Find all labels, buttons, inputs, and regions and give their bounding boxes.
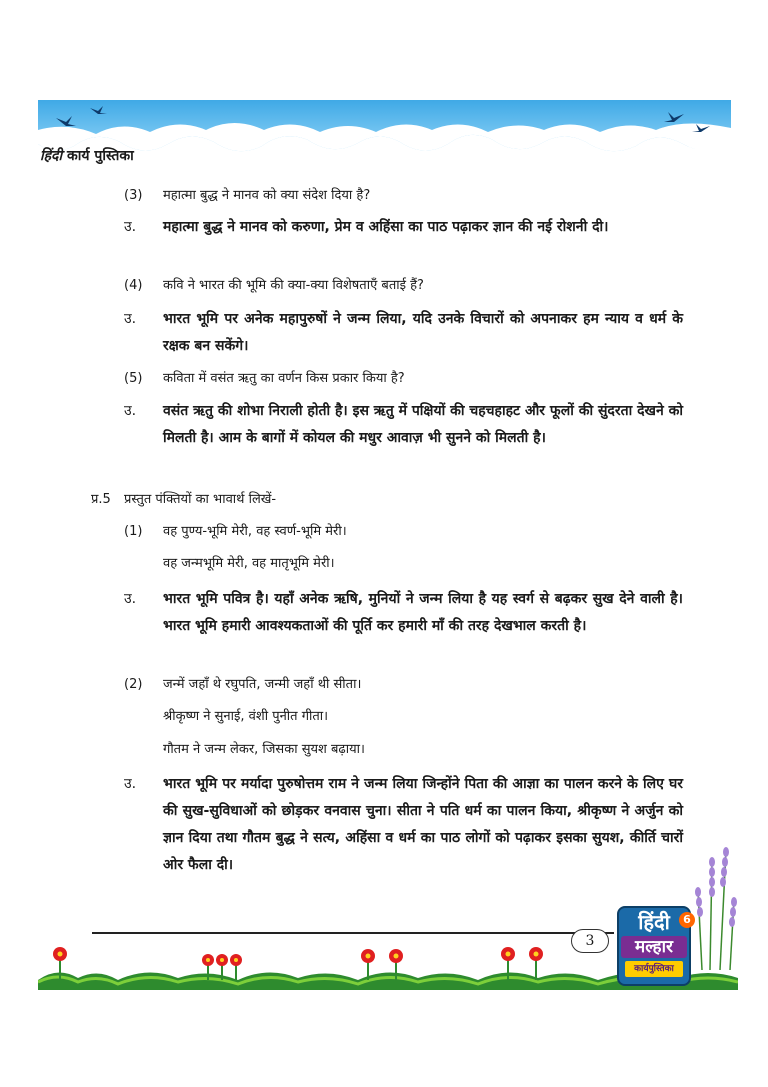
section-instruction: प्रस्तुत पंक्तियों का भावार्थ लिखें- bbox=[124, 492, 277, 507]
header-title: कार्य पुस्तिका bbox=[67, 148, 134, 164]
answer-text: वसंत ऋतु की शोभा निराली होती है। इस ऋतु में पक्षियों की चहचहाहट और फूलों की सुंदरता देखने को मिलती है। आम के बागों में कोयल की मधुर आवाज़ भी सुनने को मिलती है। bbox=[163, 403, 683, 446]
item-number: उ. bbox=[124, 311, 137, 327]
item-number: (3) bbox=[124, 188, 143, 203]
sky-cloud-banner bbox=[38, 100, 731, 158]
verse-text: वह जन्मभूमि मेरी, वह मातृभूमि मेरी। bbox=[163, 556, 335, 571]
header-mark: हिंदी bbox=[40, 148, 63, 164]
question-text: कविता में वसंत ऋतु का वर्णन किस प्रकार किया है? bbox=[163, 371, 405, 386]
question-text: महात्मा बुद्ध ने मानव को क्या संदेश दिया है? bbox=[163, 188, 371, 203]
logo-subtitle: मल्हार bbox=[621, 936, 687, 958]
logo-tagline: कार्यपुस्तिका bbox=[625, 961, 683, 977]
verse-text: जन्में जहाँ थे रघुपति, जन्मी जहाँ थी सीता। bbox=[163, 677, 362, 692]
logo-grade-badge: 6 bbox=[679, 912, 695, 928]
section-number: प्र.5 bbox=[91, 492, 111, 507]
answer-text: महात्मा बुद्ध ने मानव को करुणा, प्रेम व अहिंसा का पाठ पढ़ाकर ज्ञान की नई रोशनी दी। bbox=[163, 219, 609, 235]
item-number: उ. bbox=[124, 776, 137, 792]
hindi-malhar-logo bbox=[617, 906, 691, 986]
item-number: (5) bbox=[124, 371, 143, 386]
question-text: कवि ने भारत की भूमि की क्या-क्या विशेषताएँ बताई हैं? bbox=[163, 278, 424, 293]
logo-title: हिंदी bbox=[638, 910, 670, 934]
verse-text: वह पुण्य-भूमि मेरी, वह स्वर्ण-भूमि मेरी। bbox=[163, 524, 347, 539]
item-number: (2) bbox=[124, 677, 143, 692]
verse-text: श्रीकृष्ण ने सुनाई, वंशी पुनीत गीता। bbox=[163, 709, 329, 724]
answer-text: भारत भूमि पर अनेक महापुरुषों ने जन्म लिया, यदि उनके विचारों को अपनाकर हम न्याय व धर्म के रक्षक बन सकेंगे। bbox=[163, 311, 683, 354]
item-number: (4) bbox=[124, 278, 143, 293]
answer-text: भारत भूमि पर मर्यादा पुरुषोत्तम राम ने जन्म लिया जिन्होंने पिता की आज्ञा का पालन करने के लिए घर की सुख-सुविधाओं को छोड़कर वनवास चुना। सीता ने पति धर्म का पालन किया, श्रीकृष्ण ने अर्जुन को ज्ञान दिया तथा गौतम बुद्ध ने सत्य, अहिंसा व धर्म का पाठ लोगों को पढ़ाकर इसका सुयश, कीर्ति चारों ओर फैला दी। bbox=[163, 776, 683, 873]
verse-text: गौतम ने जन्म लेकर, जिसका सुयश बढ़ाया। bbox=[163, 742, 365, 757]
item-number: (1) bbox=[124, 524, 143, 539]
item-number: उ. bbox=[124, 219, 137, 235]
workbook-header bbox=[40, 146, 134, 165]
item-number: उ. bbox=[124, 591, 137, 607]
answer-text: भारत भूमि पवित्र है। यहाँ अनेक ऋषि, मुनियों ने जन्म लिया है यह स्वर्ग से बढ़कर सुख देने वाली है। भारत भूमि हमारी आवश्यकताओं की पूर्ति कर हमारी माँ की तरह देखभाल करती है। bbox=[163, 591, 683, 634]
red-flower-icon bbox=[53, 947, 543, 966]
item-number: उ. bbox=[124, 403, 137, 419]
page-number: 3 bbox=[571, 929, 609, 953]
